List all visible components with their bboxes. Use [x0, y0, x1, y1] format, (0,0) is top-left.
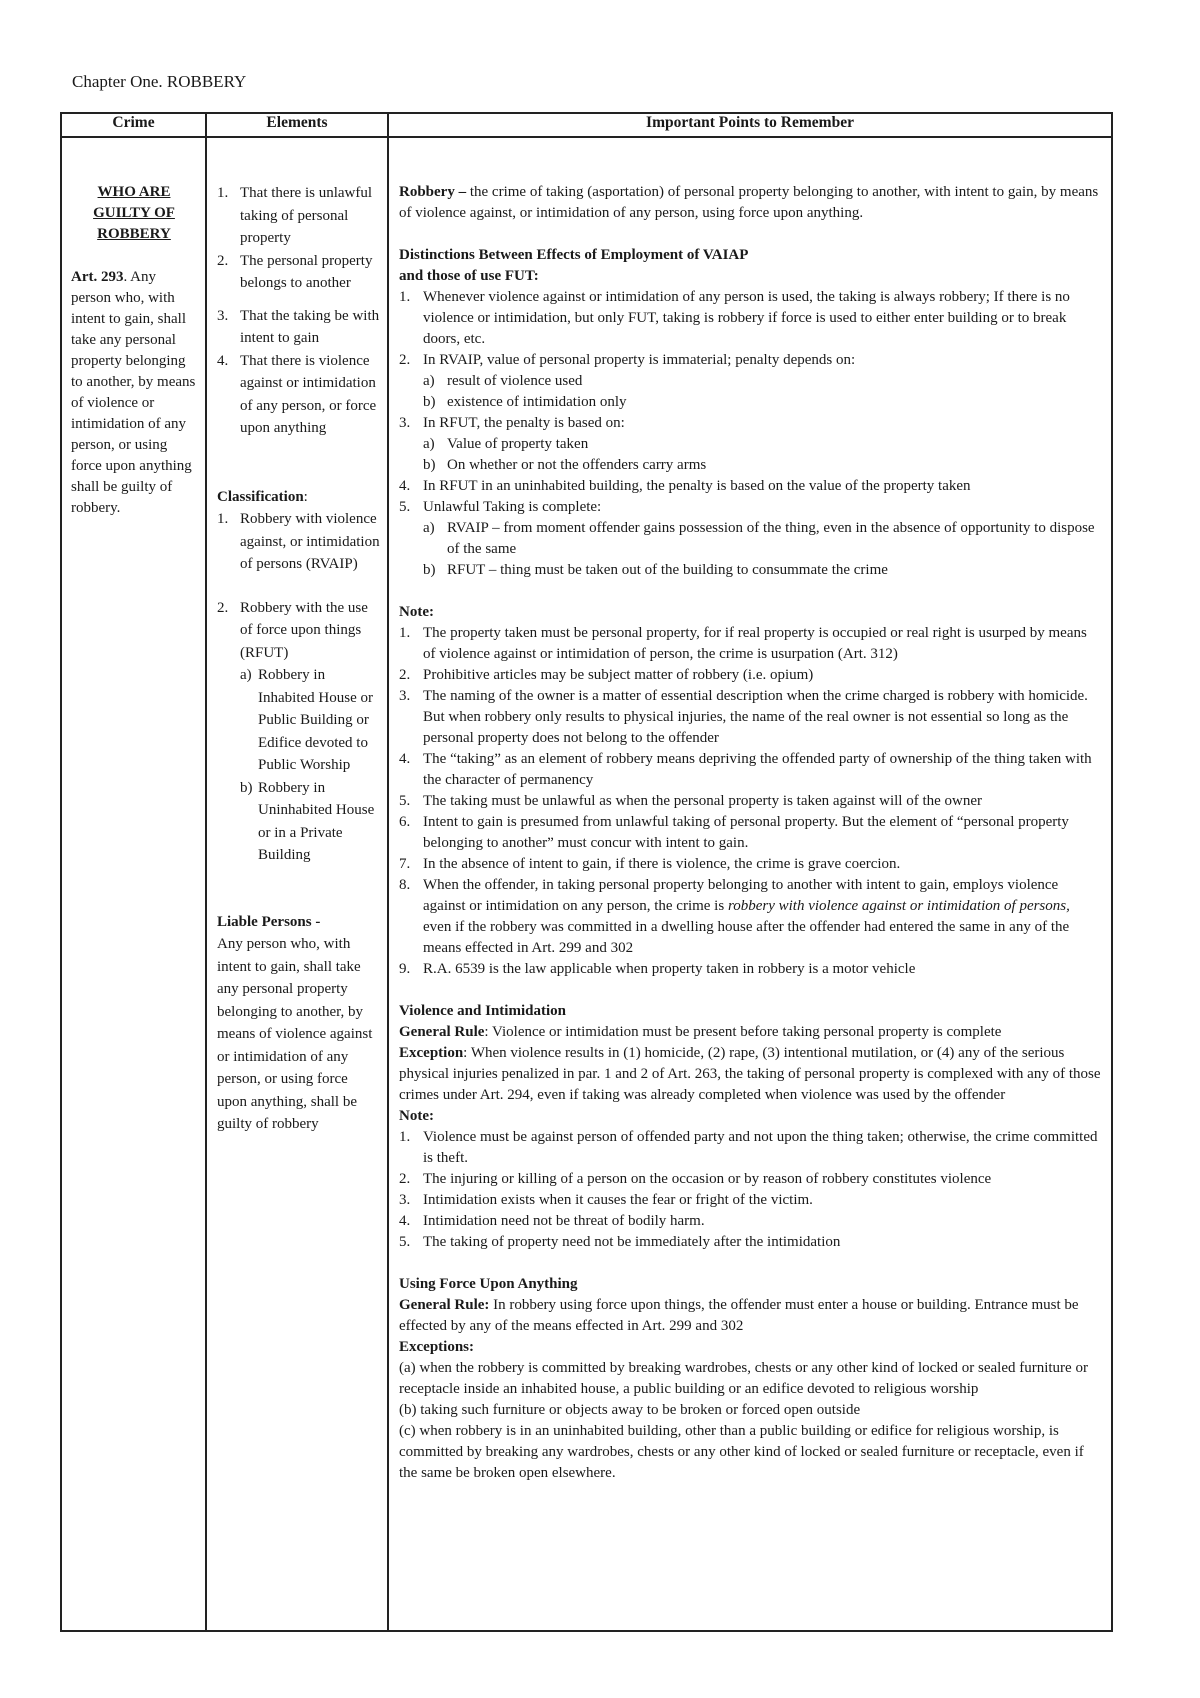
article-body: . Any person who, with intent to gain, shall take any personal property belonging to another, by means of violence or intimidation of any person, or using force upon anything shall be guilty of robbery.: [71, 269, 196, 516]
sub-item: [217, 664, 381, 777]
list-item: [399, 686, 1101, 749]
list-item: [399, 1190, 1101, 1211]
article-number: Art. 293: [71, 269, 124, 285]
item-number: 4.: [399, 1213, 411, 1229]
general-rule-label: General Rule: [399, 1024, 485, 1040]
general-rule-text: : Violence or intimidation must be present before taking personal property is complete: [484, 1024, 1002, 1040]
sub-text: On whether or not the offenders carry arms: [447, 457, 707, 473]
item-number: 9.: [399, 961, 411, 977]
item-number: 6.: [399, 814, 411, 830]
item-number: 7.: [399, 856, 411, 872]
item-number: 1.: [217, 511, 229, 527]
exceptions-heading: Exceptions:: [399, 1339, 474, 1355]
force-general-rule: [399, 1295, 1101, 1337]
list-item: [217, 350, 381, 440]
violence-heading: Violence and Intimidation: [399, 1003, 566, 1019]
liable-persons: [217, 911, 381, 1136]
list-item: [399, 1232, 1101, 1253]
item-text: In RVAIP, value of personal property is immaterial; penalty depends on:: [423, 352, 856, 368]
item-text: Intent to gain is presumed from unlawful taking of personal property. But the element of “personal property belonging to another” must concur with intent to gain.: [423, 814, 1069, 851]
list-item: [399, 875, 1101, 959]
header-elements: Elements: [206, 113, 388, 137]
sub-number: a): [240, 667, 252, 683]
liable-text: Any person who, with intent to gain, shall take any personal property belonging to another, by means of violence against or intimidation of any person, or using force upon anything, shall be guilty of robbery: [217, 936, 373, 1132]
violence-general-rule: [399, 1022, 1101, 1043]
list-item: [217, 305, 381, 350]
violence-exception: [399, 1043, 1101, 1106]
item-number: 2.: [399, 1171, 411, 1187]
item-number: 1.: [217, 185, 229, 201]
header-points: Important Points to Remember: [388, 113, 1112, 137]
item-text: Whenever violence against or intimidation of any person is used, the taking is always robbery; If there is no violence or intimidation, but only FUT, taking is robbery if force is used to either enter building or to break doors, etc.: [423, 289, 1070, 347]
classification-colon: :: [303, 488, 308, 505]
item-number: 4.: [217, 352, 229, 369]
liable-label: Liable Persons -: [217, 913, 321, 930]
item-number: 3.: [217, 307, 229, 324]
item-text: That there is violence against or intimidation of any person, or force upon anything: [240, 352, 377, 436]
sub-item: [399, 518, 1101, 560]
list-item: [399, 476, 1101, 497]
sub-number: b): [423, 457, 436, 473]
sub-number: a): [423, 436, 435, 452]
item-number: 3.: [399, 688, 411, 704]
sub-text: Robbery in Uninhabited House or in a Private Building: [258, 779, 375, 863]
note8-after: even if the robbery was committed in a dwelling house after the offender had entered the same in any of the means effected in Art. 299 and 302: [423, 919, 1070, 956]
list-item: [399, 623, 1101, 665]
sub-item: [217, 777, 381, 867]
robbery-definition: [399, 182, 1101, 224]
robbery-table: [60, 112, 1113, 1632]
sub-number: b): [240, 779, 253, 796]
list-item: [399, 413, 1101, 434]
list-item: [399, 1127, 1101, 1169]
robbery-term: Robbery –: [399, 184, 467, 200]
item-text: In RFUT, the penalty is based on:: [423, 415, 625, 431]
classification-heading: [217, 486, 381, 509]
item-number: 2.: [217, 252, 229, 269]
item-text: That the taking be with intent to gain: [240, 307, 380, 346]
item-text: Robbery with the use of force upon things (RFUT): [240, 599, 368, 661]
list-item: [399, 749, 1101, 791]
list-item: [217, 508, 381, 576]
crime-heading: WHO ARE GUILTY OF ROBBERY: [93, 184, 175, 242]
item-text: R.A. 6539 is the law applicable when property taken in robbery is a motor vehicle: [423, 961, 916, 977]
header-crime: Crime: [61, 113, 206, 137]
elements-cell: [206, 137, 388, 1631]
item-text: That there is unlawful taking of personal property: [240, 185, 373, 246]
item-text: The naming of the owner is a matter of essential description when the crime charged is robbery with homicide. But when robbery only results to physical injuries, the name of the real owner is not essential so long as the personal property does not belong to the offender: [423, 688, 1088, 746]
item-text: The taking of property need not be immediately after the intimidation: [423, 1234, 841, 1250]
list-item: [399, 665, 1101, 686]
item-text: Intimidation need not be threat of bodily harm.: [423, 1213, 705, 1229]
item-number: 1.: [399, 1129, 411, 1145]
force-exception-a: (a) when the robbery is committed by breaking wardrobes, chests or any other kind of locked or sealed furniture or receptacle inside an inhabited house, a public building or an edifice devoted to religious worship: [399, 1360, 1088, 1397]
item-text: The personal property belongs to another: [240, 252, 373, 291]
item-text: The “taking” as an element of robbery means depriving the offended party of ownership of the thing taken with the character of permanency: [423, 751, 1092, 788]
exception-text: : When violence results in (1) homicide, (2) rape, (3) intentional mutilation, or (4) any of the serious physical injuries penalized in par. 1 and 2 of Art. 263, the taking of personal property is complexed with any of those crimes under Art. 294, even if taking was already completed when violence was used by the offender: [399, 1045, 1101, 1103]
distinctions-heading: Distinctions Between Effects of Employment of VAIAP: [399, 247, 749, 263]
force-exception-c: (c) when robbery is in an uninhabited building, other than a public building or edifice for religious worship, is committed by breaking any wardrobes, chests or any other kind of locked or sealed furniture or receptacle, even if the same be broken open elsewhere.: [399, 1423, 1084, 1481]
sub-text: RFUT – thing must be taken out of the building to consummate the crime: [447, 562, 888, 578]
list-item: [217, 250, 381, 295]
points-cell: [388, 137, 1112, 1631]
crime-article-text: [71, 267, 197, 519]
item-number: 3.: [399, 415, 411, 431]
item-text: Unlawful Taking is complete:: [423, 499, 602, 515]
table-header-row: [61, 113, 1112, 137]
item-number: 2.: [399, 352, 411, 368]
item-text: The property taken must be personal property, for if real property is occupied or real right is usurped by means of violence against or intimidation of person, the crime is usurpation (Art. 312): [423, 625, 1087, 662]
exception-label: Exception: [399, 1045, 464, 1061]
distinctions-heading-2: and those of use FUT:: [399, 268, 539, 284]
item-text: Intimidation exists when it causes the fear or fright of the victim.: [423, 1192, 813, 1208]
sub-item: [399, 371, 1101, 392]
item-number: 2.: [217, 599, 229, 616]
sub-text: existence of intimidation only: [447, 394, 627, 410]
force-rule-label: General Rule:: [399, 1297, 490, 1313]
force-rule-text: In robbery using force upon things, the offender must enter a house or building. Entrance must be effected by any of the means effected in Art. 299 and 302: [399, 1297, 1079, 1334]
item-number: 5.: [399, 793, 411, 809]
crime-cell: [61, 137, 206, 1631]
list-item: [399, 1211, 1101, 1232]
list-item: [399, 350, 1101, 371]
elements-list: [217, 182, 381, 440]
list-item: [399, 791, 1101, 812]
list-item: [217, 182, 381, 250]
sub-text: result of violence used: [447, 373, 583, 389]
sub-item: [399, 392, 1101, 413]
item-number: 8.: [399, 877, 411, 893]
item-number: 5.: [399, 1234, 411, 1250]
sub-number: b): [423, 394, 436, 410]
list-item: [399, 959, 1101, 980]
list-item: [399, 287, 1101, 350]
item-text: The injuring or killing of a person on the occasion or by reason of robbery constitutes violence: [423, 1171, 992, 1187]
classification-label: Classification: [217, 488, 304, 505]
item-number: 4.: [399, 751, 411, 767]
item-text: In RFUT in an uninhabited building, the penalty is based on the value of the property taken: [423, 478, 971, 494]
violence-note-heading: Note:: [399, 1108, 434, 1124]
list-item: [399, 1169, 1101, 1190]
item-number: 3.: [399, 1192, 411, 1208]
item-number: 1.: [399, 625, 411, 641]
list-item: [399, 812, 1101, 854]
note8-italic: robbery with violence against or intimidation of persons,: [727, 898, 1070, 914]
sub-item: [399, 455, 1101, 476]
force-heading: Using Force Upon Anything: [399, 1276, 578, 1292]
sub-number: a): [423, 520, 435, 536]
item-number: 2.: [399, 667, 411, 683]
robbery-def: the crime of taking (asportation) of personal property belonging to another, with intent to gain, by means of violence against, or intimidation of any person, using force upon anything.: [399, 184, 1099, 221]
item-text: [423, 875, 1101, 959]
item-text: Violence must be against person of offended party and not upon the thing taken; otherwise, the crime committed is theft.: [423, 1129, 1098, 1166]
item-number: 4.: [399, 478, 411, 494]
item-text: In the absence of intent to gain, if there is violence, the crime is grave coercion.: [423, 856, 901, 872]
list-item: [399, 497, 1101, 518]
sub-item: [399, 560, 1101, 581]
list-item: [399, 854, 1101, 875]
item-text: Robbery with violence against, or intimidation of persons (RVAIP): [240, 511, 380, 572]
sub-text: Value of property taken: [447, 436, 589, 452]
sub-text: Robbery in Inhabited House or Public Building or Edifice devoted to Public Worship: [258, 667, 373, 773]
note-heading: Note:: [399, 604, 434, 620]
page-title: Chapter One. ROBBERY: [72, 72, 247, 91]
note8-before: When the offender, in taking personal property belonging to another with intent to gain, employs violence against or intimidation on any person, the crime is: [423, 877, 1059, 914]
sub-text: RVAIP – from moment offender gains possession of the thing, even in the absence of opportunity to dispose of the same: [447, 520, 1095, 557]
sub-number: a): [423, 373, 435, 389]
sub-item: [399, 434, 1101, 455]
list-item: [217, 597, 381, 665]
sub-number: b): [423, 562, 436, 578]
item-number: 1.: [399, 289, 411, 305]
item-text: Prohibitive articles may be subject matter of robbery (i.e. opium): [423, 667, 814, 683]
table-row: [61, 137, 1112, 1631]
item-number: 5.: [399, 499, 411, 515]
item-text: The taking must be unlawful as when the personal property is taken against will of the owner: [423, 793, 983, 809]
force-exception-b: (b) taking such furniture or objects away to be broken or forced open outside: [399, 1402, 861, 1418]
